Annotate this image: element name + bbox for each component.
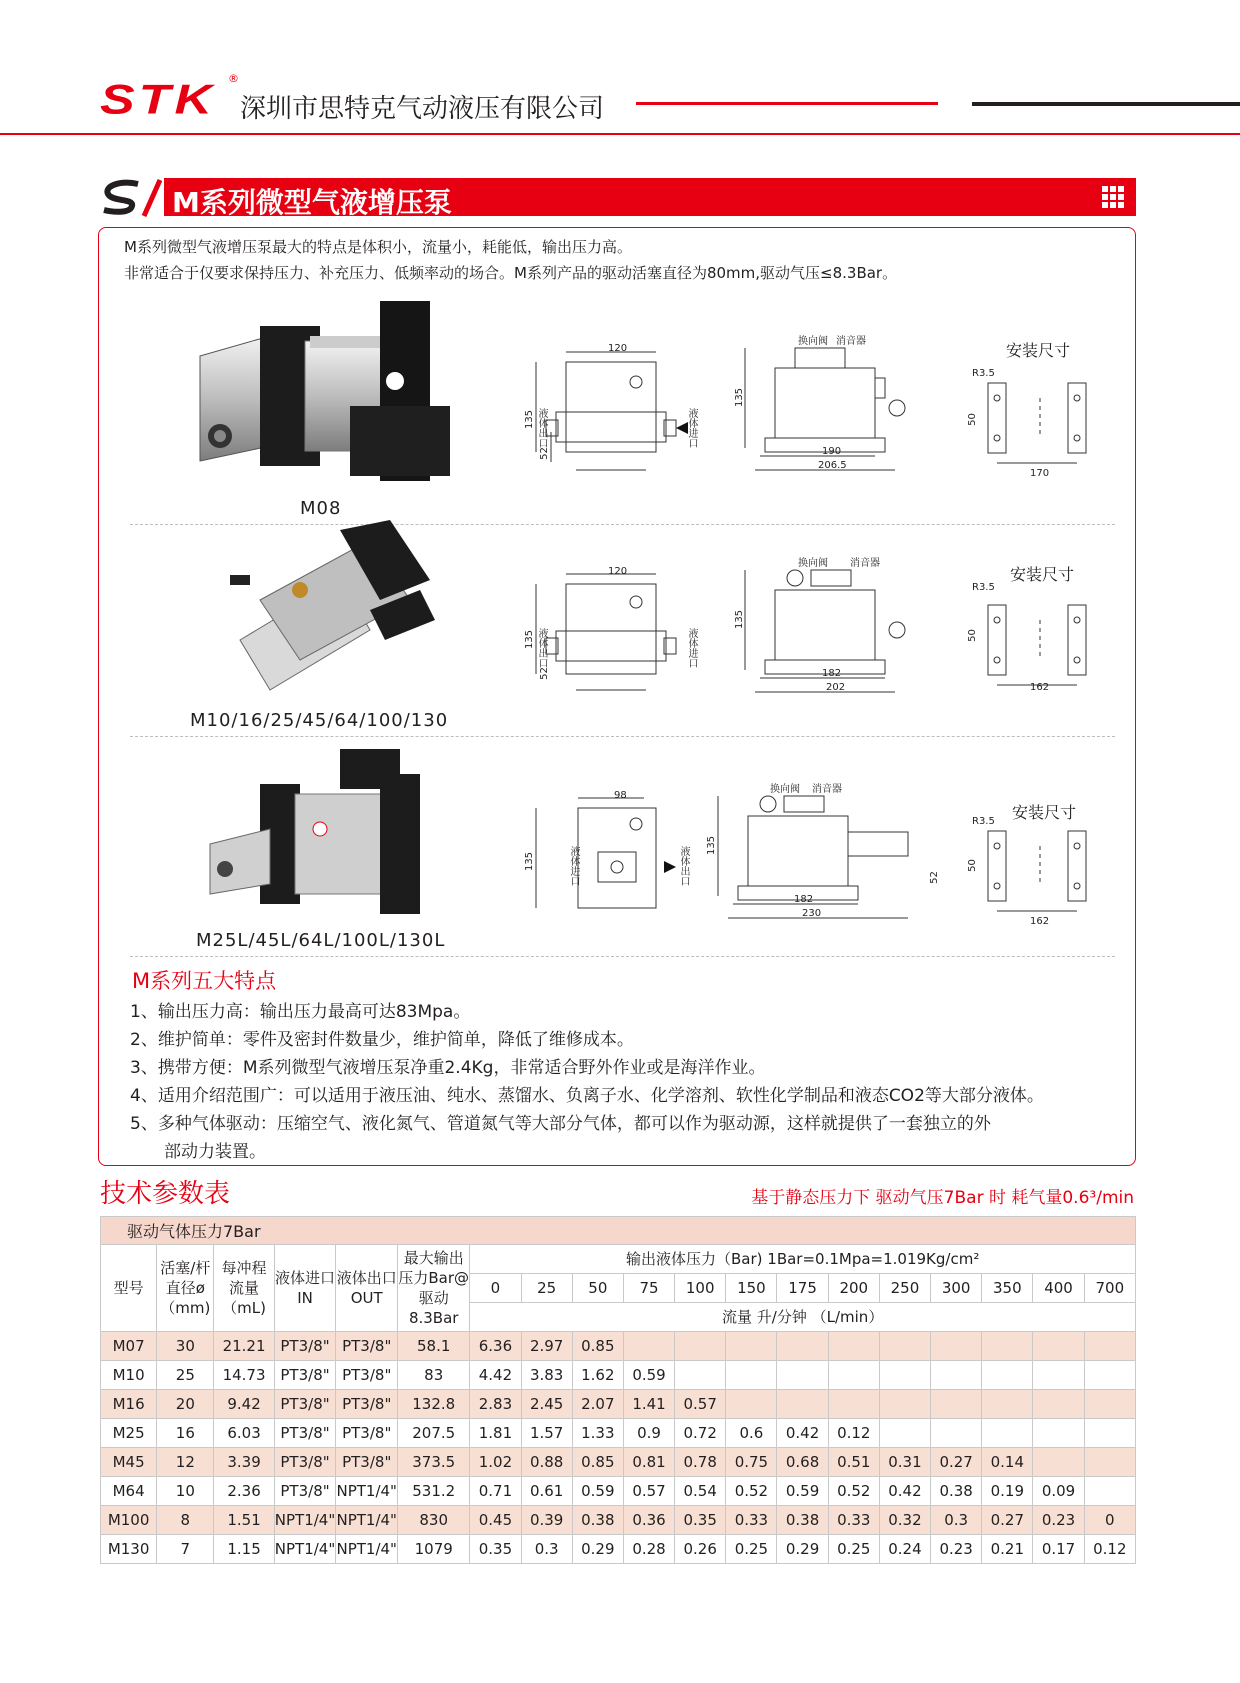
cell-bore: 20 [157, 1390, 214, 1419]
cell-flow: 0.9 [623, 1419, 674, 1448]
cell-flow: 0.59 [777, 1477, 828, 1506]
cell-flow: 0.42 [777, 1419, 828, 1448]
cell-flow: 0.35 [675, 1506, 726, 1535]
cell-flow: 0.72 [675, 1419, 726, 1448]
pressure-header-cell: 250 [879, 1274, 930, 1303]
muffler-label: 消音器 [850, 558, 880, 569]
cell-flow [828, 1361, 879, 1390]
cell-model: M45 [101, 1448, 157, 1477]
side-len2: 230 [802, 908, 822, 919]
fluid-out-label: 液体出口 [536, 408, 547, 448]
header-inlet: 液体进口IN [274, 1245, 336, 1332]
cell-out: PT3/8" [336, 1390, 398, 1419]
cell-flow: 0.57 [675, 1390, 726, 1419]
cell-max: 1079 [398, 1535, 470, 1564]
cell-flow: 1.33 [572, 1419, 623, 1448]
cell-flow [931, 1419, 982, 1448]
cell-flow: 0.85 [572, 1332, 623, 1361]
mount-width: 162 [1030, 916, 1050, 927]
dim-height: 135 [524, 409, 536, 430]
fluid-in-label: 液体进口 [686, 408, 697, 448]
cell-flow: 0.85 [572, 1448, 623, 1477]
cell-in: PT3/8" [274, 1419, 336, 1448]
cell-bore: 7 [157, 1535, 214, 1564]
cell-flow: 1.02 [470, 1448, 521, 1477]
table-row [101, 1419, 1136, 1448]
cell-flow: 0.23 [931, 1535, 982, 1564]
cell-flow: 1.41 [623, 1390, 674, 1419]
mount-width: 170 [1030, 468, 1050, 479]
cell-max: 207.5 [398, 1419, 470, 1448]
table-row [101, 1477, 1136, 1506]
specs-note: 基于静态压力下 驱动气压7Bar 时 耗气量0.6³/min [751, 1188, 1134, 1208]
cell-flow: 0.52 [726, 1477, 777, 1506]
features-title: M系列五大特点 [132, 969, 277, 993]
cell-out: NPT1/4" [336, 1506, 398, 1535]
cell-flow [777, 1361, 828, 1390]
cell-flow: 0.61 [521, 1477, 572, 1506]
pressure-header-cell: 75 [623, 1274, 674, 1303]
specs-title: 技术参数表 [100, 1179, 231, 1209]
cell-flow: 0.81 [623, 1448, 674, 1477]
cell-flow: 0.31 [879, 1448, 930, 1477]
cell-stroke: 6.03 [214, 1419, 274, 1448]
pressure-header-cell: 50 [572, 1274, 623, 1303]
cell-flow: 0.29 [572, 1535, 623, 1564]
cell-flow [931, 1361, 982, 1390]
cell-flow: 2.97 [521, 1332, 572, 1361]
cell-model: M130 [101, 1535, 157, 1564]
cell-max: 531.2 [398, 1477, 470, 1506]
side-len1: 182 [822, 668, 842, 679]
product-label-m08: M08 [300, 498, 342, 519]
table-row [101, 1332, 1136, 1361]
cell-flow [982, 1361, 1033, 1390]
cell-flow: 0.21 [982, 1535, 1033, 1564]
dim-height: 135 [524, 629, 536, 650]
feature-item: 2、维护简单：零件及密封件数量少，维护简单，降低了维修成本。 [130, 1030, 634, 1050]
cell-flow: 0.71 [470, 1477, 521, 1506]
cell-out: PT3/8" [336, 1419, 398, 1448]
cell-in: NPT1/4" [274, 1506, 336, 1535]
cell-flow: 3.83 [521, 1361, 572, 1390]
cell-flow: 0.57 [623, 1477, 674, 1506]
muffler-label: 消音器 [836, 336, 866, 347]
header-black-rule [972, 102, 1240, 106]
fluid-out-label: 液体出口 [678, 846, 689, 886]
cell-out: NPT1/4" [336, 1477, 398, 1506]
cell-model: M100 [101, 1506, 157, 1535]
cell-flow: 2.07 [572, 1390, 623, 1419]
cell-flow [931, 1390, 982, 1419]
cell-flow: 0.29 [777, 1535, 828, 1564]
product-photo-m10 [220, 520, 440, 700]
cell-flow: 1.81 [470, 1419, 521, 1448]
header-stroke: 每冲程流量（mL) [214, 1245, 274, 1332]
side-len2: 206.5 [818, 460, 847, 471]
cell-flow: 2.45 [521, 1390, 572, 1419]
cell-flow [1033, 1419, 1084, 1448]
cell-stroke: 9.42 [214, 1390, 274, 1419]
cell-model: M07 [101, 1332, 157, 1361]
section-title: M系列微型气液增压泵 [172, 186, 452, 219]
valve-label: 换向阀 [798, 558, 828, 569]
pressure-header-cell: 25 [521, 1274, 572, 1303]
cell-flow: 0.12 [1084, 1535, 1135, 1564]
cell-max: 132.8 [398, 1390, 470, 1419]
cell-in: PT3/8" [274, 1477, 336, 1506]
separator [130, 736, 1115, 737]
cell-flow [675, 1332, 726, 1361]
mount-height: 50 [966, 413, 978, 426]
pressure-header-cell: 0 [470, 1274, 521, 1303]
side-height: 135 [734, 387, 746, 408]
cell-flow [1033, 1390, 1084, 1419]
cell-stroke: 14.73 [214, 1361, 274, 1390]
cell-flow: 0.38 [572, 1506, 623, 1535]
cell-flow [828, 1332, 879, 1361]
cell-bore: 8 [157, 1506, 214, 1535]
company-name: 深圳市思特克气动液压有限公司 [240, 94, 605, 124]
side-offset: 52 [928, 871, 940, 884]
cell-flow: 4.42 [470, 1361, 521, 1390]
intro-line-1: M系列微型气液增压泵最大的特点是体积小，流量小，耗能低，输出压力高。 [124, 238, 632, 256]
cell-flow: 0.27 [931, 1448, 982, 1477]
pressure-header-cell: 150 [726, 1274, 777, 1303]
cell-flow: 2.83 [470, 1390, 521, 1419]
cell-model: M64 [101, 1477, 157, 1506]
pressure-header-cell: 300 [931, 1274, 982, 1303]
product-photo-m25l [200, 744, 440, 924]
table-row [101, 1390, 1136, 1419]
cell-bore: 30 [157, 1332, 214, 1361]
cell-flow: 0.45 [470, 1506, 521, 1535]
cell-flow [879, 1332, 930, 1361]
pressure-header-cell: 350 [982, 1274, 1033, 1303]
features-list [130, 998, 1130, 1166]
valve-label: 换向阀 [770, 784, 800, 795]
table-row [101, 1361, 1136, 1390]
cell-flow: 0.25 [726, 1535, 777, 1564]
cell-flow: 0.3 [931, 1506, 982, 1535]
cell-flow: 6.36 [470, 1332, 521, 1361]
cell-flow: 0.23 [1033, 1506, 1084, 1535]
pressure-header-cell: 100 [675, 1274, 726, 1303]
mount-radius: R3.5 [972, 368, 995, 379]
cell-max: 83 [398, 1361, 470, 1390]
cell-stroke: 3.39 [214, 1448, 274, 1477]
cell-stroke: 21.21 [214, 1332, 274, 1361]
dim-width: 120 [608, 566, 628, 577]
cell-in: PT3/8" [274, 1332, 336, 1361]
pressure-header-cell: 200 [828, 1274, 879, 1303]
table-caption: 驱动气体压力7Bar [101, 1217, 1136, 1245]
side-len2: 202 [826, 682, 846, 693]
dim-offset: 52 [538, 667, 550, 680]
cell-flow: 0.28 [623, 1535, 674, 1564]
cell-bore: 10 [157, 1477, 214, 1506]
mount-height: 50 [966, 629, 978, 642]
cell-flow: 0.39 [521, 1506, 572, 1535]
side-height: 135 [706, 835, 718, 856]
cell-flow [726, 1332, 777, 1361]
table-row [101, 1535, 1136, 1564]
cell-flow: 0.32 [879, 1506, 930, 1535]
cell-flow [675, 1361, 726, 1390]
cell-flow: 0.38 [777, 1506, 828, 1535]
cell-out: PT3/8" [336, 1332, 398, 1361]
cell-flow [777, 1332, 828, 1361]
table-row [101, 1506, 1136, 1535]
cell-flow [982, 1390, 1033, 1419]
cell-stroke: 2.36 [214, 1477, 274, 1506]
side-len1: 190 [822, 446, 842, 457]
cell-flow: 0.6 [726, 1419, 777, 1448]
cell-flow: 0.51 [828, 1448, 879, 1477]
cell-flow [982, 1419, 1033, 1448]
cell-flow [879, 1390, 930, 1419]
cell-flow: 0.14 [982, 1448, 1033, 1477]
header-bottom-rule [0, 133, 1240, 135]
cell-out: PT3/8" [336, 1448, 398, 1477]
cell-flow [828, 1390, 879, 1419]
cell-max: 373.5 [398, 1448, 470, 1477]
feature-item: 4、适用介绍范围广：可以适用于液压油、纯水、蒸馏水、负离子水、化学溶剂、软性化学制品和液态CO2等大部分液体。 [130, 1086, 1044, 1106]
side-drawing-m10 [735, 560, 925, 700]
cell-bore: 16 [157, 1419, 214, 1448]
section-intro [124, 234, 897, 286]
side-height: 135 [734, 609, 746, 630]
cell-flow: 0.24 [879, 1535, 930, 1564]
cell-flow: 1.62 [572, 1361, 623, 1390]
header-model: 型号 [101, 1245, 157, 1332]
cell-flow: 0.25 [828, 1535, 879, 1564]
specs-table [100, 1216, 1136, 1564]
cell-out: PT3/8" [336, 1361, 398, 1390]
cell-flow [879, 1361, 930, 1390]
cell-flow: 0.33 [726, 1506, 777, 1535]
header-pressure-group: 输出液体压力（Bar) 1Bar=0.1Mpa=1.019Kg/cm² [470, 1245, 1136, 1274]
dim-width: 120 [608, 343, 628, 354]
cell-flow [879, 1419, 930, 1448]
product-photo-m08 [190, 296, 450, 496]
cell-flow [1084, 1361, 1135, 1390]
cell-flow: 0.26 [675, 1535, 726, 1564]
cell-flow: 0.52 [828, 1477, 879, 1506]
cell-flow [1084, 1448, 1135, 1477]
cell-flow [931, 1332, 982, 1361]
dim-offset: 52 [538, 447, 550, 460]
cell-bore: 12 [157, 1448, 214, 1477]
cell-flow: 0.59 [572, 1477, 623, 1506]
cell-in: PT3/8" [274, 1448, 336, 1477]
grid-icon [1102, 186, 1124, 208]
mount-title: 安装尺寸 [1010, 565, 1075, 584]
cell-flow: 0.78 [675, 1448, 726, 1477]
fluid-in-label: 液体进口 [568, 846, 579, 886]
dim-height: 135 [524, 851, 536, 872]
mount-title: 安装尺寸 [1006, 341, 1071, 360]
header-bore: 活塞/杆直径ø（mm) [157, 1245, 214, 1332]
mount-drawing-m10 [968, 590, 1108, 690]
page-header [0, 0, 1240, 140]
side-drawing-m25l [708, 786, 928, 926]
muffler-label: 消音器 [812, 784, 842, 795]
cell-flow [726, 1361, 777, 1390]
cell-flow [1084, 1332, 1135, 1361]
cell-flow [1033, 1361, 1084, 1390]
cell-flow [726, 1390, 777, 1419]
header-flow-unit: 流量 升/分钟 （L/min） [470, 1303, 1136, 1332]
feature-item: 部动力装置。 [164, 1142, 266, 1162]
cell-flow: 0.36 [623, 1506, 674, 1535]
cell-flow: 0.27 [982, 1506, 1033, 1535]
cell-flow [777, 1390, 828, 1419]
side-drawing-m08 [735, 338, 925, 478]
cell-flow: 0.54 [675, 1477, 726, 1506]
feature-item: 1、输出压力高：输出压力最高可达83Mpa。 [130, 1002, 471, 1022]
cell-flow [1084, 1477, 1135, 1506]
specs-body [101, 1332, 1136, 1564]
cell-out: NPT1/4" [336, 1535, 398, 1564]
mount-drawing-m08 [968, 368, 1108, 468]
cell-in: PT3/8" [274, 1361, 336, 1390]
cell-in: NPT1/4" [274, 1535, 336, 1564]
cell-flow: 0.12 [828, 1419, 879, 1448]
registered-mark: ® [228, 72, 239, 85]
pressure-header-cell: 700 [1084, 1274, 1135, 1303]
pressure-header-cell: 175 [777, 1274, 828, 1303]
header-outlet: 液体出口OUT [336, 1245, 398, 1332]
cell-bore: 25 [157, 1361, 214, 1390]
fluid-in-label: 液体进口 [686, 628, 697, 668]
cell-stroke: 1.51 [214, 1506, 274, 1535]
cell-flow: 0.68 [777, 1448, 828, 1477]
table-row [101, 1448, 1136, 1477]
cell-in: PT3/8" [274, 1390, 336, 1419]
cell-max: 58.1 [398, 1332, 470, 1361]
cell-flow [1084, 1390, 1135, 1419]
cell-flow: 0.35 [470, 1535, 521, 1564]
mount-drawing-m25l [968, 816, 1108, 916]
cell-stroke: 1.15 [214, 1535, 274, 1564]
cell-flow: 0.33 [828, 1506, 879, 1535]
valve-label: 换向阀 [798, 336, 828, 347]
side-len1: 182 [794, 894, 814, 905]
fluid-out-label: 液体出口 [536, 628, 547, 668]
s-slash-icon [100, 178, 162, 218]
intro-line-2: 非常适合于仅要求保持压力、补充压力、低频率动的场合。M系列产品的驱动活塞直径为80mm,驱动气压≤8.3Bar。 [124, 264, 898, 282]
header-max: 最大输出压力Bar@驱动8.3Bar [398, 1245, 470, 1332]
mount-radius: R3.5 [972, 816, 995, 827]
cell-flow: 0.3 [521, 1535, 572, 1564]
mount-radius: R3.5 [972, 582, 995, 593]
cell-flow [623, 1332, 674, 1361]
mount-width: 162 [1030, 682, 1050, 693]
cell-model: M16 [101, 1390, 157, 1419]
mount-height: 50 [966, 859, 978, 872]
product-label-m10: M10/16/25/45/64/100/130 [190, 710, 449, 731]
cell-flow: 0.75 [726, 1448, 777, 1477]
cell-flow: 0.88 [521, 1448, 572, 1477]
cell-flow: 0.38 [931, 1477, 982, 1506]
pressure-header-cell: 400 [1033, 1274, 1084, 1303]
cell-flow [1033, 1448, 1084, 1477]
cell-flow: 0 [1084, 1506, 1135, 1535]
dim-width: 98 [614, 790, 627, 801]
feature-item: 5、多种气体驱动：压缩空气、液化氮气、管道氮气等大部分气体，都可以作为驱动源，这样就提供了一套独立的外 [130, 1114, 991, 1134]
cell-flow: 0.42 [879, 1477, 930, 1506]
separator [130, 956, 1115, 957]
cell-flow [1084, 1419, 1135, 1448]
mount-title: 安装尺寸 [1012, 803, 1077, 822]
cell-flow [1033, 1332, 1084, 1361]
product-label-m25l: M25L/45L/64L/100L/130L [196, 930, 446, 951]
cell-model: M10 [101, 1361, 157, 1390]
cell-flow: 0.19 [982, 1477, 1033, 1506]
cell-model: M25 [101, 1419, 157, 1448]
cell-flow [982, 1332, 1033, 1361]
cell-flow: 0.59 [623, 1361, 674, 1390]
header-red-rule [636, 102, 938, 105]
cell-flow: 0.09 [1033, 1477, 1084, 1506]
cell-flow: 0.17 [1033, 1535, 1084, 1564]
cell-flow: 1.57 [521, 1419, 572, 1448]
feature-item: 3、携带方便：M系列微型气液增压泵净重2.4Kg，非常适合野外作业或是海洋作业。 [130, 1058, 766, 1078]
cell-max: 830 [398, 1506, 470, 1535]
stk-logo: STK [100, 76, 216, 124]
